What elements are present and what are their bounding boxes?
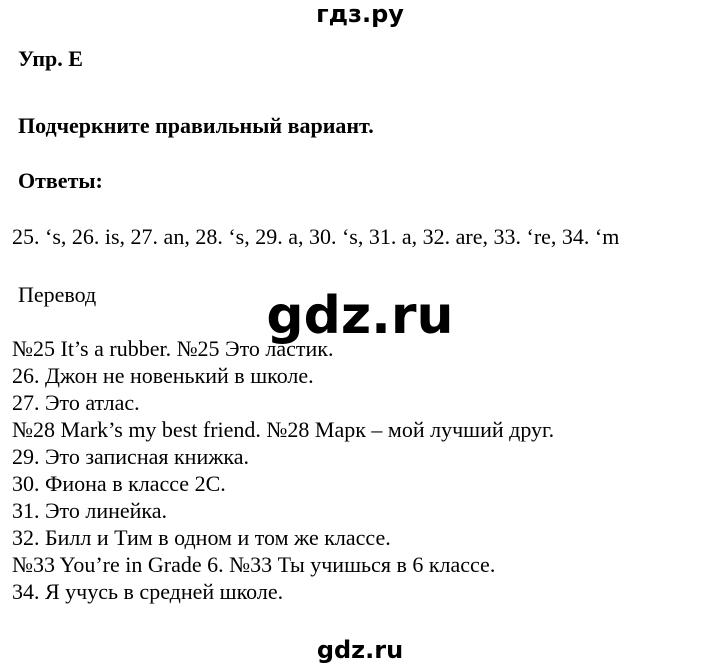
translation-label: Перевод: [18, 282, 97, 307]
exercise-instruction: Подчеркните правильный вариант.: [18, 113, 374, 138]
translation-list: [12, 336, 554, 606]
translation-line: 31. Это линейка.: [12, 498, 168, 523]
translation-line: 27. Это атлас.: [12, 390, 140, 415]
answers-label: Ответы:: [18, 168, 103, 193]
watermark: gdz.ru: [266, 286, 454, 346]
translation-line: №25 It’s a rubber. №25 Это ластик.: [12, 336, 334, 361]
translation-line: №33 You’re in Grade 6. №33 Ты учишься в 6 классе.: [12, 552, 496, 577]
translation-line: №28 Mark’s my best friend. №28 Марк – мой лучший друг.: [12, 417, 555, 442]
translation-line: 30. Фиона в классе 2C.: [12, 471, 226, 496]
answers-text: 25. ‘s, 26. is, 27. an, 28. ‘s, 29. a, 30. ‘s, 31. a, 32. are, 33. ‘re, 34. ‘m: [12, 224, 620, 249]
site-footer: gdz.ru: [316, 636, 404, 664]
exercise-title: Упр. E: [18, 46, 83, 71]
translation-line: 34. Я учусь в средней школе.: [12, 579, 284, 604]
translation-line: 29. Это записная книжка.: [12, 444, 250, 469]
translation-line: 26. Джон не новенький в школе.: [12, 363, 314, 388]
translation-line: 32. Билл и Тим в одном и том же классе.: [12, 525, 391, 550]
site-header: гдз.ру: [316, 0, 404, 28]
